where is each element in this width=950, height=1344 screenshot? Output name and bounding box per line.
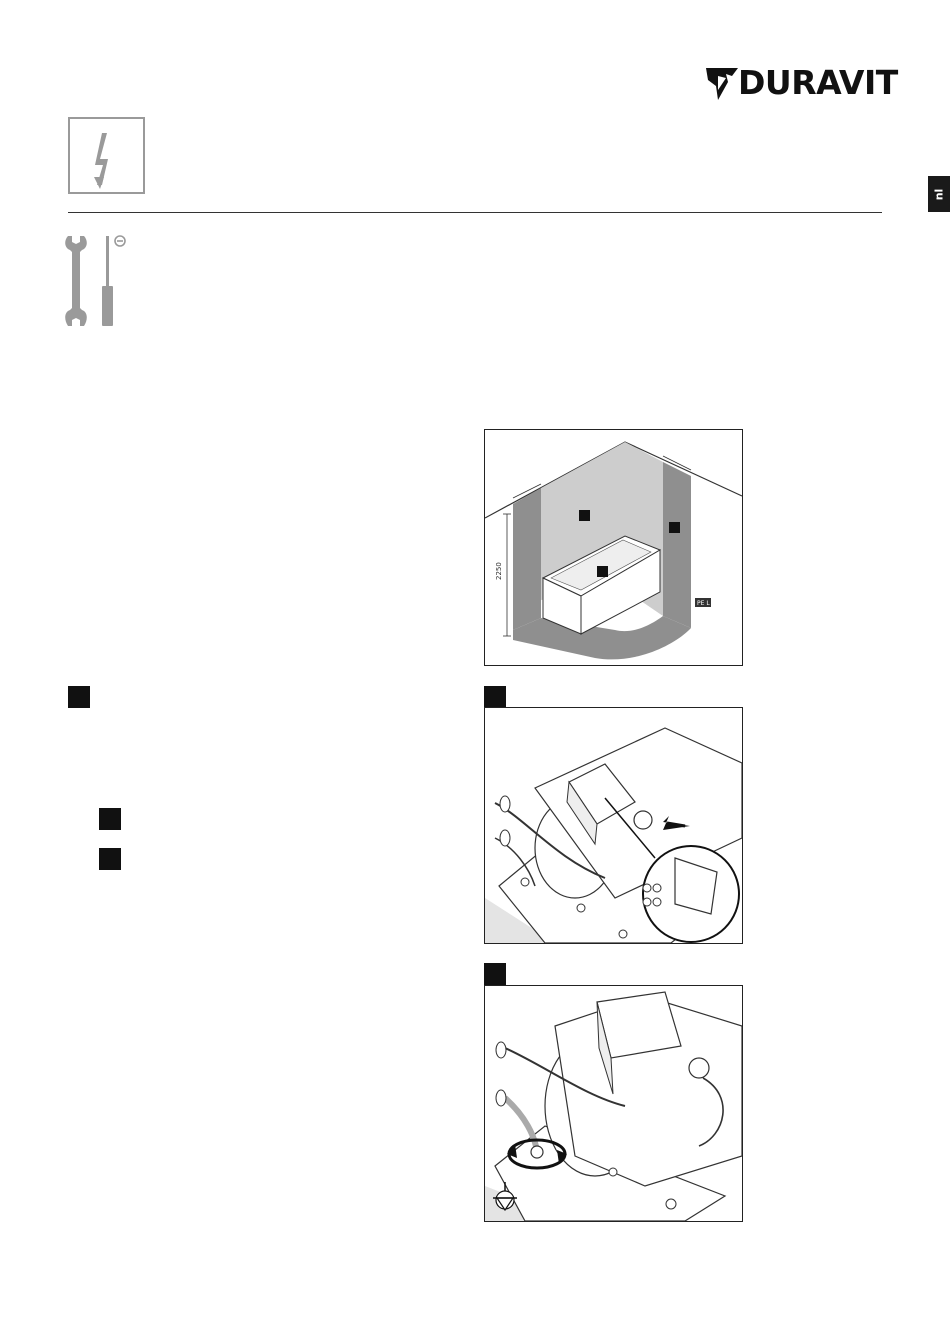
figure-3-marker [484,963,506,985]
zone-marker-tub [597,566,608,577]
step-marker-1 [68,686,90,708]
outlet-label: PE L [697,600,710,607]
bathroom-zones-illustration [485,430,742,665]
language-tab[interactable] [928,176,950,212]
junction-box-illustration [485,708,742,943]
wrench-screwdriver-icon [62,234,132,328]
figure-bathroom-zones [484,429,743,666]
figure-2-marker [484,686,506,708]
language-tab-label: nl [932,188,946,200]
duravit-logo [704,62,898,104]
height-dimension-label: 2250 [495,562,503,580]
electrical-hazard-box [68,117,145,194]
grounding-illustration [485,986,742,1221]
brand-logo-text: DURAVIT [738,63,898,102]
zone-marker-right-wall [669,522,680,533]
step-marker-1a [99,808,121,830]
step-marker-1b [99,848,121,870]
figure-junction-box [484,707,743,944]
figure-grounding [484,985,743,1222]
electrical-hazard-icon [70,119,143,192]
header-divider [68,212,882,213]
zone-marker-back-wall [579,510,590,521]
